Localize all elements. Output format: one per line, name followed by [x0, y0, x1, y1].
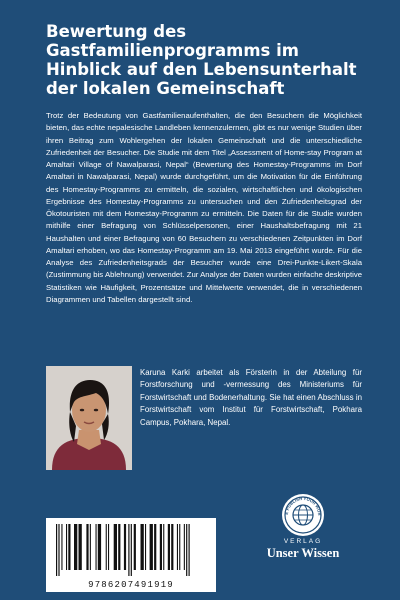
- barcode-bar: [79, 524, 82, 570]
- book-title: Bewertung des Gastfamilienprogramms im Hinblick auf den Lebensunterhalt der lokalen Gemeinschaft: [46, 22, 357, 98]
- barcode-bar: [141, 524, 144, 570]
- barcode-bar: [184, 524, 185, 570]
- author-bio: Karuna Karki arbeitet als Försterin in der Abteilung für Forstforschung und -vermessung des Ministeriums für Forstwirtschaft und Bodenerhaltung. Sie hat einen Abschluss in Forstwirtschaft vom Institut für Forstwirtschaft, Pokhara Campus, Pokhara, Nepal.: [140, 368, 362, 427]
- barcode-bar: [108, 524, 109, 570]
- seal-text: E PUBLISH YOUR WOR: [283, 495, 323, 516]
- barcode-bar: [189, 524, 190, 576]
- publisher-label: VERLAG: [283, 538, 323, 545]
- barcode-bar: [186, 524, 187, 576]
- barcode-bar: [168, 524, 170, 570]
- barcode-bar: [90, 524, 91, 570]
- barcode-bar: [98, 524, 101, 570]
- barcode-bar: [177, 524, 178, 570]
- barcode-bar: [145, 524, 146, 570]
- barcode-bar: [134, 524, 136, 570]
- globe-seal-icon: [280, 492, 326, 538]
- publisher-block: [228, 492, 378, 562]
- barcode-bar: [66, 524, 67, 570]
- barcode-bar: [179, 524, 180, 570]
- barcode-bar: [58, 524, 59, 576]
- publisher-name: Unser Wissen: [266, 546, 340, 560]
- barcode-bar: [163, 524, 164, 570]
- isbn-barcode: [46, 518, 216, 592]
- author-photo: [46, 366, 132, 470]
- barcode-bar: [150, 524, 153, 570]
- barcode-bar: [124, 524, 126, 570]
- isbn-number: 9786207491919: [88, 580, 174, 590]
- author-portrait: [46, 366, 132, 470]
- book-abstract: Trotz der Bedeutung von Gastfamilienaufenthalten, die den Besuchern die Möglichkeit bieten, das echte nepalesische Landleben kennenzulernen, gibt es nur wenige Studien über ihren Beitrag zum Wohlergehen der lokalen Gemeinschaft und die unterschiedliche Zufriedenheit der Besucher. Die Studie mit dem Titel „Assessment of Home-stay Program at Amaltari Village of Nawalparasi, Nepal“ (Bewertung des Homestay-Programms im Dorf Amaltari in Nawalparasi, Nepal) wurde durchgeführt, um die Motivation für die Einführung des Homestay-Programms zu ermitteln, die sozialen, wirtschaftlichen und ökologischen Ergebnisse des Homestay-Programms zu untersuchen und den Zufriedenheitsgrad der Ökotouristen mit dem Homestay-Programm zu ermitteln. Die Daten für die Studie wurden mithilfe einer Befragung von Schlüsselpersonen, einer Haushaltsbefragung mit 21 Haushalten und einer Befragung von 60 Besuchern zu verschiedenen Zeitpunkten im Dorf Amaltari erhoben, wo das Homestay-Programm am 19. Mai 2013 eingeführt wurde. Für die Analyse des Zufriedenheitsgrads der Besucher wurde eine Drei-Punkte-Likert-Skala (Zustimmung bis Ablehnung) verwendet. Zur Analyse der Daten wurden einfache deskriptive Statistiken wie Häufigkeit, Prozentsätze und Mittelwerte verwendet, die in verschiedenen Diagrammen und Tabellen dargestellt sind.: [46, 111, 362, 304]
- barcode-bar: [56, 524, 57, 576]
- barcode-bar: [96, 524, 97, 570]
- barcode-bar: [154, 524, 156, 570]
- barcode-bars: [46, 518, 216, 578]
- barcode-bar: [68, 524, 70, 570]
- barcode-bar: [171, 524, 173, 570]
- barcode-bar: [118, 524, 120, 570]
- barcode-bar: [160, 524, 162, 570]
- barcode-bar: [61, 524, 62, 570]
- barcode-bar: [128, 524, 129, 576]
- barcode-bar: [86, 524, 88, 570]
- barcode-bar: [114, 524, 117, 570]
- barcode-bar: [106, 524, 107, 570]
- barcode-bar: [131, 524, 132, 576]
- barcode-bar: [74, 524, 77, 570]
